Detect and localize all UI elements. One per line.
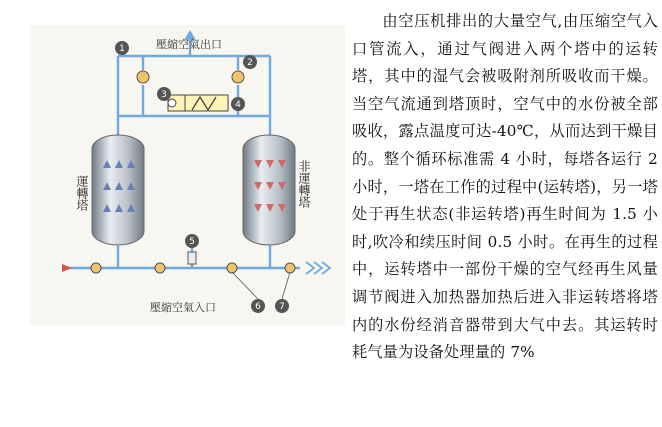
exhaust-valve-icon [285,263,295,273]
inlet-valve-right-icon [227,263,237,273]
callout-7: 7 [279,302,285,312]
callout-6: 6 [255,302,261,312]
left-tower [92,135,144,245]
check-valve-right-icon [232,71,244,83]
regen-valve-icon [168,99,176,107]
inlet-label: 壓縮空氣入口 [150,301,216,314]
description-paragraph: 由空压机排出的大量空气,由压缩空气入口管流入，通过气阀进入两个塔中的运转塔，其中的湿气会被吸附剂所吸收而干燥。当空气流通到塔顶时，空气中的水份被全部吸收，露点温度可达-40℃，从而达到干燥目的。整个循环标准需 4 小时，每塔各运行 2 小时，一塔在工作的过程中(运转塔)，另一塔处于再生状态(非运转塔)再生时间为 1.5 小时,吹冷和续压时间 0.5 小时。在再生的过程中，运转塔中一部份干燥的空气经再生风量调节阀进入加热器加热后进入非运转塔将塔内的水份经消音器带到大气中去。其运转时耗气量为设备处理量的 7% [352,12,658,362]
right-tower-label: 非運轉塔 [297,160,311,208]
outlet-label: 壓縮空氣出口 [156,38,222,51]
right-tower [243,135,295,245]
callout-2: 2 [247,58,253,68]
inlet-valve-mid-icon [155,263,165,273]
callout-1: 1 [119,44,125,54]
heater-icon [168,95,228,111]
callout-5: 5 [189,237,195,247]
pressure-gauge-icon [188,252,196,264]
check-valve-left-icon [137,71,149,83]
description-panel [352,8,658,367]
inlet-valve-left-icon [91,263,101,273]
callout-3: 3 [161,90,167,100]
callout-4: 4 [235,100,241,110]
left-tower-label: 運轉塔 [75,175,89,211]
